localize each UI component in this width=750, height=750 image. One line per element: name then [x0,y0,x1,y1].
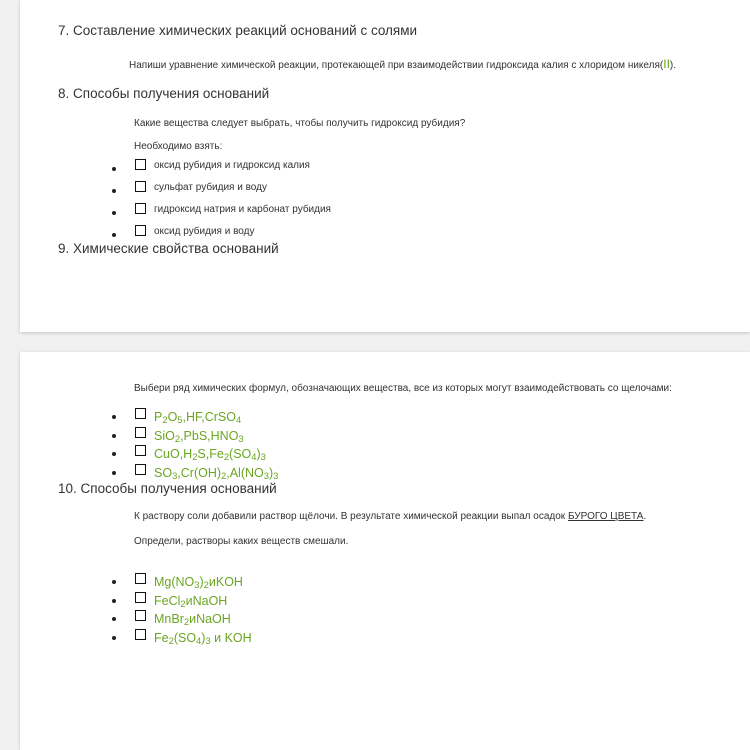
section-10-title: 10. Способы получения оснований [58,481,277,496]
formula-label: $SiO_2,PbS,HNO_3$ [154,428,244,444]
section-8-question: Какие вещества следует выбрать, чтобы получить гидроксид рубидия? [134,118,466,129]
checkbox-icon[interactable] [135,159,146,170]
formula-label: $SO_3,Cr(OH)_2,Al(NO_3)_3$ [154,465,279,481]
checkbox-icon[interactable] [135,610,146,621]
checkbox-icon[interactable] [135,181,146,192]
formula-label: MnBr$_2$иNaOH [154,612,231,627]
bullet-dot-icon [112,415,116,419]
section-8-prompt: Необходимо взять: [134,141,223,152]
section-10-task [134,511,646,522]
bullet-dot-icon [112,636,116,640]
bullet-dot-icon [112,452,116,456]
section-8-title: 8. Способы получения оснований [58,86,270,101]
page-card-2 [20,352,750,750]
checkbox-icon[interactable] [135,445,146,456]
section-7-task-text: Напиши уравнение химической реакции, протекающей при взаимодействии гидроксида калия с хлоридом никеля( [129,60,664,71]
checkbox-icon[interactable] [135,225,146,236]
option-label: гидроксид натрия и карбонат рубидия [154,204,331,215]
section-7-task [129,57,676,71]
formula-label: $P_2O_5,HF,CrSO_4$ [154,410,242,425]
option-label: оксид рубидия и воду [154,226,255,237]
section-7-task-end: ). [669,60,677,71]
emphasis-text: БУРОГО ЦВЕТА [567,511,644,522]
section-10-question: Определи, растворы каких веществ смешали. [134,536,349,547]
option-label: оксид рубидия и гидроксид калия [154,160,310,171]
checkbox-icon[interactable] [135,629,146,640]
section-10-task-end: . [643,511,647,522]
bullet-dot-icon [112,189,116,193]
page-card-1 [20,0,750,332]
bullet-dot-icon [112,434,116,438]
option-label: сульфат рубидия и воду [154,182,267,193]
checkbox-icon[interactable] [135,592,146,603]
bullet-dot-icon [112,167,116,171]
formula-label: $Fe_2(SO_4)_3$ и KOH [154,630,252,646]
section-9-title: 9. Химические свойства оснований [58,241,279,256]
section-10-task-text: К раствору соли добавили раствор щёлочи. В результате химической реакции выпал осадок [134,511,566,522]
bullet-dot-icon [112,617,116,621]
formula-label: $Mg(NO_3)_2иKOH$ [154,575,243,590]
bullet-dot-icon [112,233,116,237]
valence-label: II [663,57,670,71]
checkbox-icon[interactable] [135,203,146,214]
checkbox-icon[interactable] [135,573,146,584]
checkbox-icon[interactable] [135,464,146,475]
formula-label: $CuO,H_2S,Fe_2(SO_4)_3$ [154,447,266,462]
bullet-dot-icon [112,211,116,215]
section-9-question: Выбери ряд химических формул, обозначающих вещества, все из которых могут взаимодействовать со щелочами: [134,383,672,394]
formula-label: FeCl$_2$иNaOH [154,593,228,609]
bullet-dot-icon [112,471,116,475]
bullet-dot-icon [112,580,116,584]
checkbox-icon[interactable] [135,408,146,419]
section-7-title: 7. Составление химических реакций оснований с солями [58,23,418,38]
bullet-dot-icon [112,599,116,603]
checkbox-icon[interactable] [135,427,146,438]
